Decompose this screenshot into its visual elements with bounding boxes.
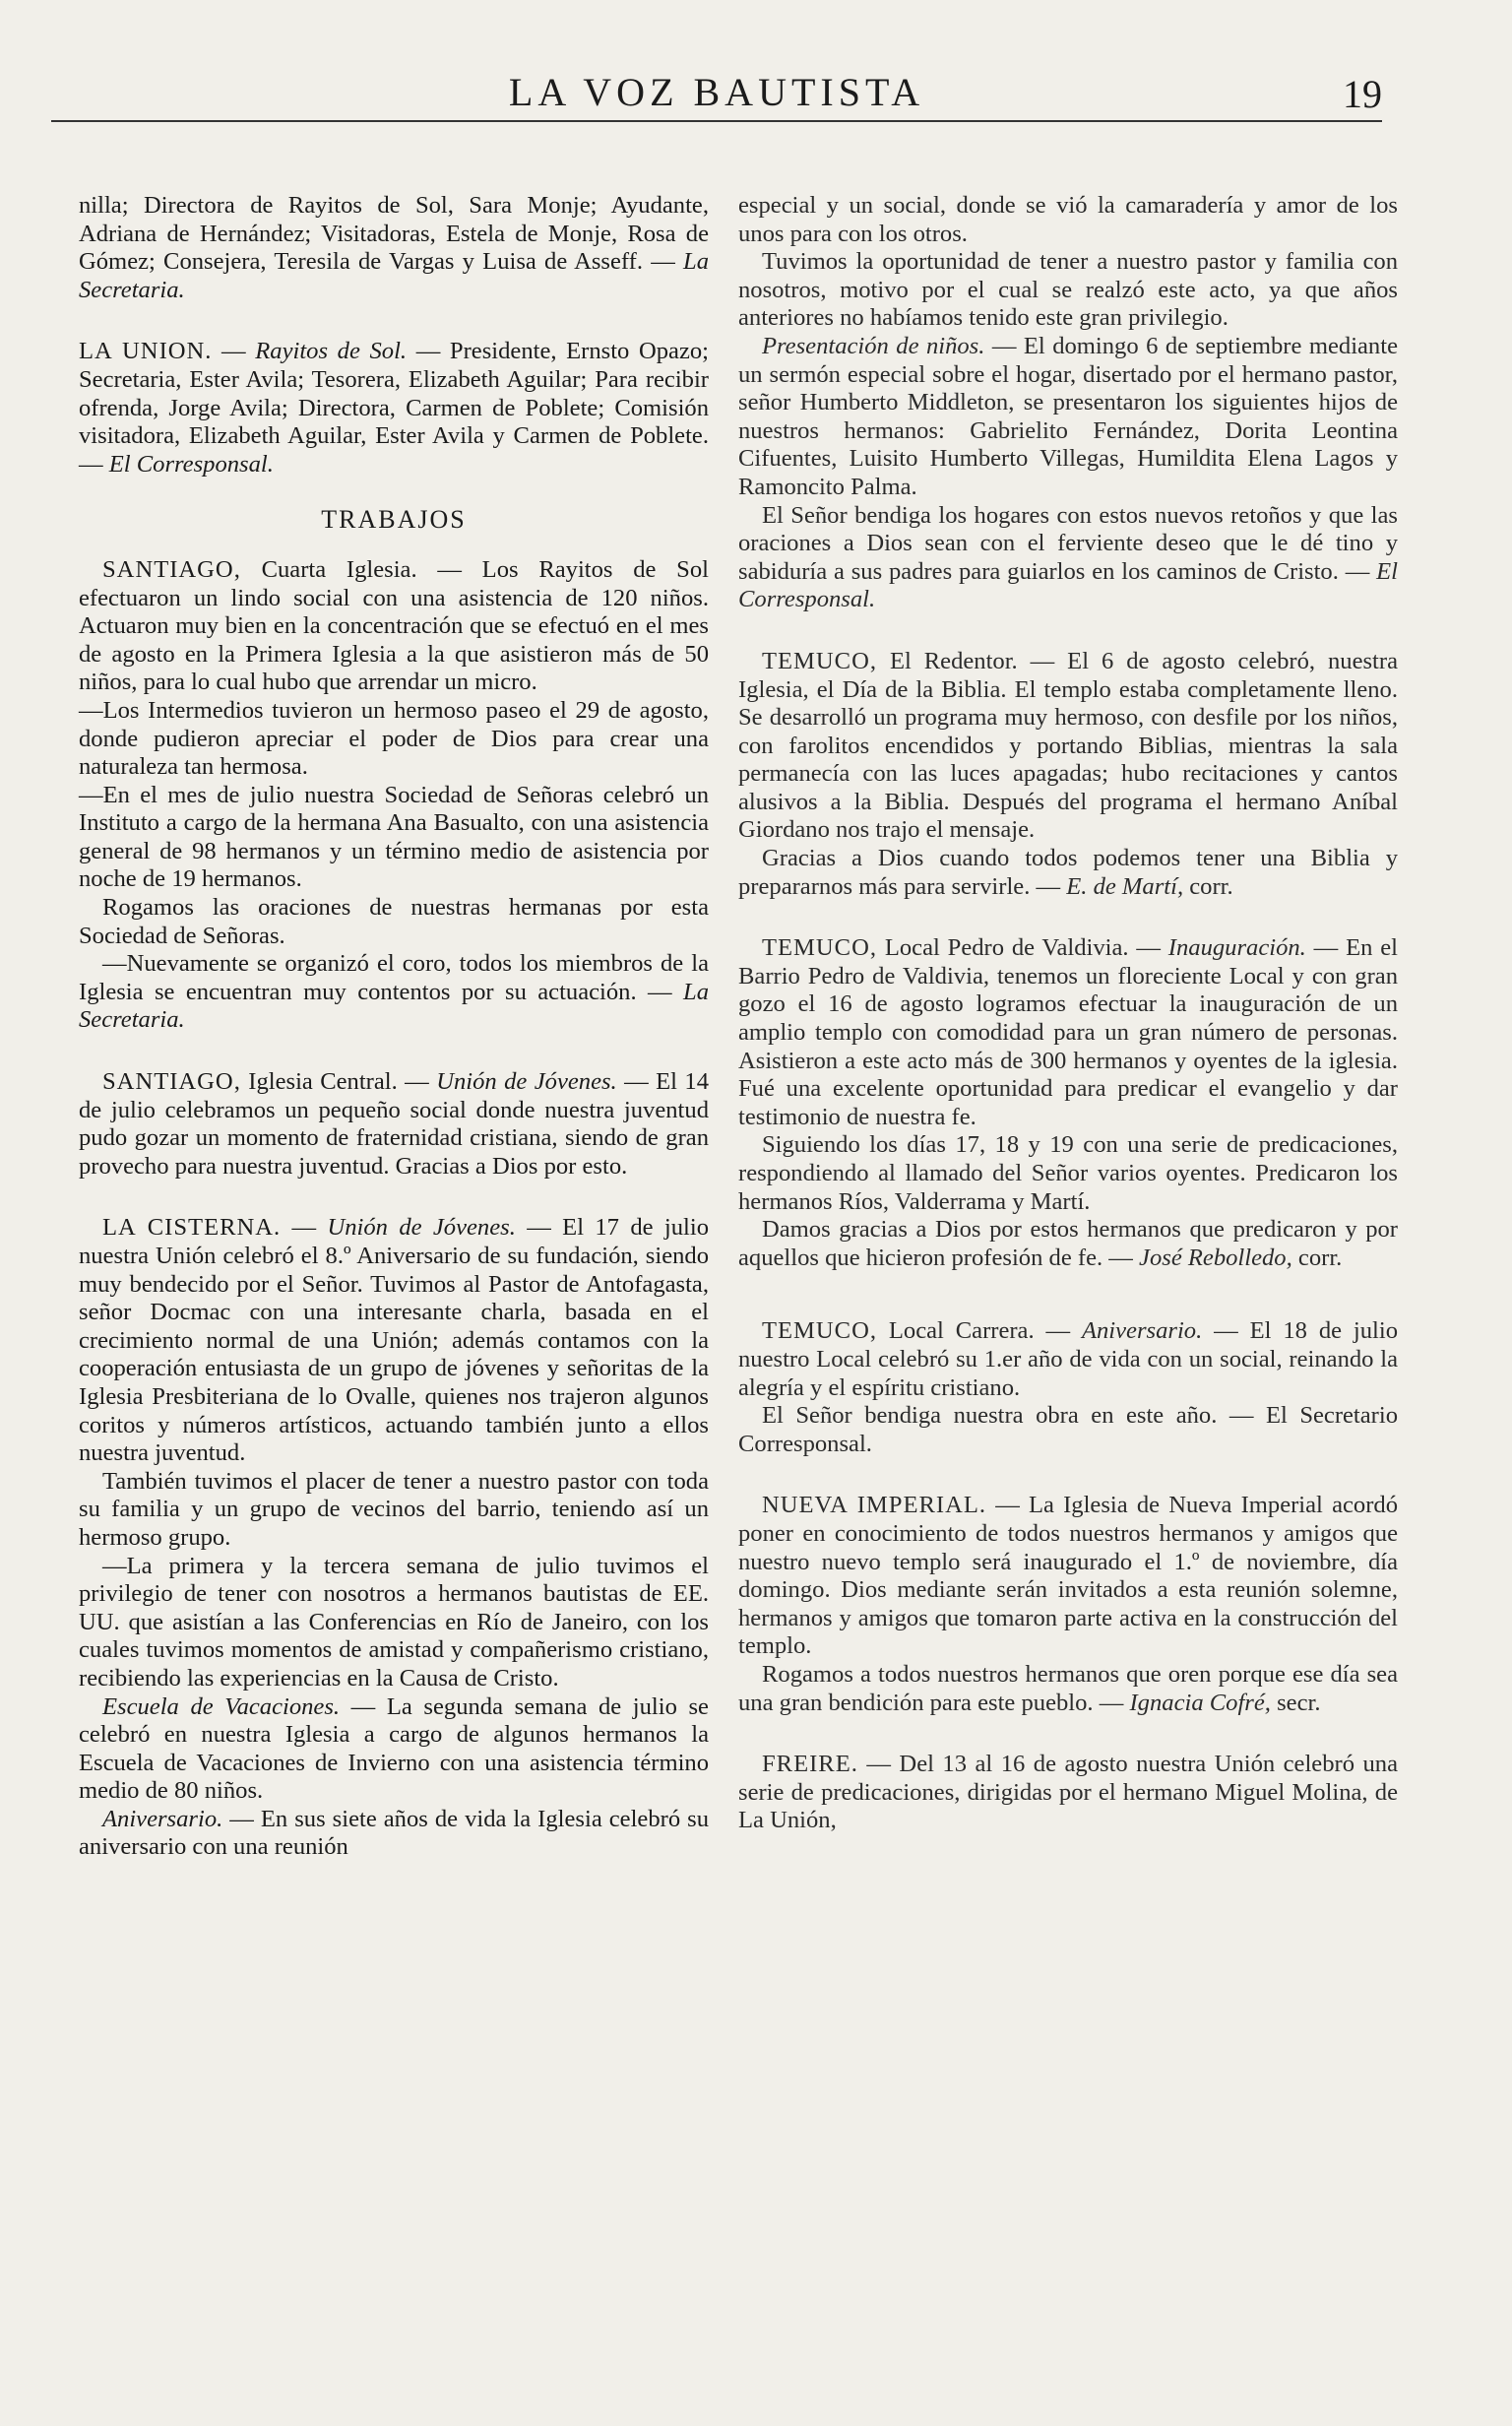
paragraph: nilla; Directora de Rayitos de Sol, Sara Monje; Ayudante, Adriana de Hernández; Visitadoras, Estela de Monje, Rosa de Gómez; Consejera, Teresila de Vargas y Luisa de Asseff. — La Secretaria.	[79, 192, 709, 303]
section-heading: TRABAJOS	[321, 505, 467, 535]
journal-title: LA VOZ BAUTISTA	[508, 70, 925, 114]
page-number: 19	[1343, 72, 1382, 116]
paragraph: Presentación de niños. — El domingo 6 de septiembre mediante un sermón especial sobre el hogar, disertado por el hermano pastor, señor Humberto Middleton, se presentaron los siguientes hijos de nuestros hermanos: Gabrielito Fernández, Dorita Leontina Cifuentes, Luisito Humberto Villegas, Humildita Elena Lagos y Ramoncito Palma.	[738, 332, 1398, 500]
paragraph: Aniversario. — En sus siete años de vida la Iglesia celebró su aniversario con una reunión	[79, 1805, 709, 1861]
paragraph: SANTIAGO, Cuarta Iglesia. — Los Rayitos de Sol efectuaron un lindo social con una asistencia de 120 niños. Actuaron muy bien en la concentración que se efectuó en el mes de agosto en la Primera Iglesia a la que asistieron más de 50 niños, para lo cual hubo que arrendar un micro.	[79, 555, 709, 696]
paragraph: Gracias a Dios cuando todos podemos tener una Biblia y prepararnos más para servirle. — E. de Martí, corr.	[738, 845, 1398, 900]
paragraph: —La primera y la tercera semana de julio tuvimos el privilegio de tener con nosotros a hermanos bautistas de EE. UU. que asistían a las Conferencias en Río de Janeiro, con los cuales tuvimos momentos de amistad y compañerismo cristiano, recibiendo las experiencias en la Causa de Cristo.	[79, 1552, 709, 1692]
right-column	[738, 192, 1398, 1835]
paragraph: Damos gracias a Dios por estos hermanos que predicaron y por aquellos que hicieron profesión de fe. — José Rebolledo, corr.	[738, 1216, 1398, 1271]
paragraph: El Señor bendiga nuestra obra en este año. — El Secretario Corresponsal.	[738, 1402, 1398, 1457]
paragraph: —Nuevamente se organizó el coro, todos los miembros de la Iglesia se encuentran muy contentos por su actuación. — La Secretaria.	[79, 950, 709, 1034]
paragraph: El Señor bendiga los hogares con estos nuevos retoños y que las oraciones a Dios sean con el ferviente deseo que le dé tino y sabiduría a sus padres para guiarlos en los caminos de Cristo. — El Corresponsal.	[738, 501, 1398, 613]
paragraph: Rogamos las oraciones de nuestras hermanas por esta Sociedad de Señoras.	[79, 894, 709, 949]
paragraph: SANTIAGO, Iglesia Central. — Unión de Jóvenes. — El 14 de julio celebramos un pequeño social donde nuestra juventud pudo gozar un momento de fraternidad cristiana, siendo de gran provecho para nuestra juventud. Gracias a Dios por esto.	[79, 1068, 709, 1180]
paragraph: —Los Intermedios tuvieron un hermoso paseo el 29 de agosto, donde pudieron apreciar el poder de Dios para crear una naturaleza tan hermosa.	[79, 696, 709, 781]
paragraph: —En el mes de julio nuestra Sociedad de Señoras celebró un Instituto a cargo de la hermana Ana Basualto, con una asistencia general de 98 hermanos y un término medio de asistencia por noche de 19 hermanos.	[79, 781, 709, 893]
paragraph: FREIRE. — Del 13 al 16 de agosto nuestra Unión celebró una serie de predicaciones, dirigidas por el hermano Miguel Molina, de La Unión,	[738, 1751, 1398, 1834]
paragraph: LA CISTERNA. — Unión de Jóvenes. — El 17 de julio nuestra Unión celebró el 8.º Aniversario de su fundación, siendo muy bendecido por el Señor. Tuvimos al Pastor de Antofagasta, señor Docmac con una interesante charla, basada en el crecimiento normal de una Unión; además contamos con la cooperación entusiasta de un grupo de jóvenes y señoritas de la Iglesia Presbiteriana de lo Ovalle, quienes nos trajeron algunos coritos y números artísticos, actuando también junto a ellos nuestra juventud.	[79, 1214, 709, 1467]
paragraph: Tuvimos la oportunidad de tener a nuestro pastor y familia con nosotros, motivo por el cual se realzó este acto, ya que años anteriores no habíamos tenido este gran privilegio.	[738, 248, 1398, 332]
paragraph: TEMUCO, Local Carrera. — Aniversario. — El 18 de julio nuestro Local celebró su 1.er año de vida con un social, reinando la alegría y el espíritu cristiano.	[738, 1317, 1399, 1401]
paragraph: TEMUCO, Local Pedro de Valdivia. — Inauguración. — En el Barrio Pedro de Valdivia, tenemos un floreciente Local y con gran gozo el 16 de agosto logramos efectuar la inauguración de un amplio templo con comodidad para un gran número de personas. Asistieron a este acto más de 300 hermanos y oyentes de la iglesia. Fué una excelente oportunidad para predicar el evangelio y dar testimonio de nuestra fe.	[738, 934, 1398, 1130]
left-column	[79, 192, 709, 1862]
paragraph: Escuela de Vacaciones. — La segunda semana de julio se celebró en nuestra Iglesia a cargo de algunos hermanos la Escuela de Vacaciones de Invierno con una asistencia término medio de 80 niños.	[79, 1692, 709, 1805]
paragraph: Siguiendo los días 17, 18 y 19 con una serie de predicaciones, respondiendo al llamado del Señor varios oyentes. Predicaron los hermanos Ríos, Valderrama y Martí.	[738, 1131, 1398, 1215]
paragraph: NUEVA IMPERIAL. — La Iglesia de Nueva Imperial acordó poner en conocimiento de todos nuestros hermanos y amigos que nuestro nuevo templo será inaugurado el 1.º de noviembre, día domingo. Dios mediante serán invitados a esta reunión solemne, hermanos y amigos que tomaron parte activa en la construcción del templo.	[738, 1492, 1398, 1660]
paragraph: TEMUCO, El Redentor. — El 6 de agosto celebró, nuestra Iglesia, el Día de la Biblia. El templo estaba completamente lleno. Se desarrolló un programa muy hermoso, con desfile por los niños, con farolitos encendidos y portando Biblias, mientras la sala permanecía con las luces apagadas; hubo recitaciones y cantos alusivos a la Biblia. Después del programa el hermano Aníbal Giordano nos trajo el mensaje.	[738, 647, 1398, 844]
paragraph: Rogamos a todos nuestros hermanos que oren porque ese día sea una gran bendición para este pueblo. — Ignacia Cofré, secr.	[738, 1660, 1398, 1716]
paragraph: LA UNION. — Rayitos de Sol. — Presidente, Ernsto Opazo; Secretaria, Ester Avila; Tesorera, Elizabeth Aguilar; Para recibir ofrenda, Jorge Avila; Directora, Carmen de Poblete; Comisión visitadora, Elizabeth Aguilar, Ester Avila y Carmen de Poblete. — El Corresponsal.	[79, 338, 709, 478]
header-rule	[51, 120, 1382, 122]
paragraph: También tuvimos el placer de tener a nuestro pastor con toda su familia y un grupo de vecinos del barrio, teniendo así un hermoso grupo.	[79, 1467, 709, 1551]
paragraph: especial y un social, donde se vió la camaradería y amor de los unos para con los otros.	[738, 192, 1398, 247]
page-header	[51, 69, 1382, 128]
